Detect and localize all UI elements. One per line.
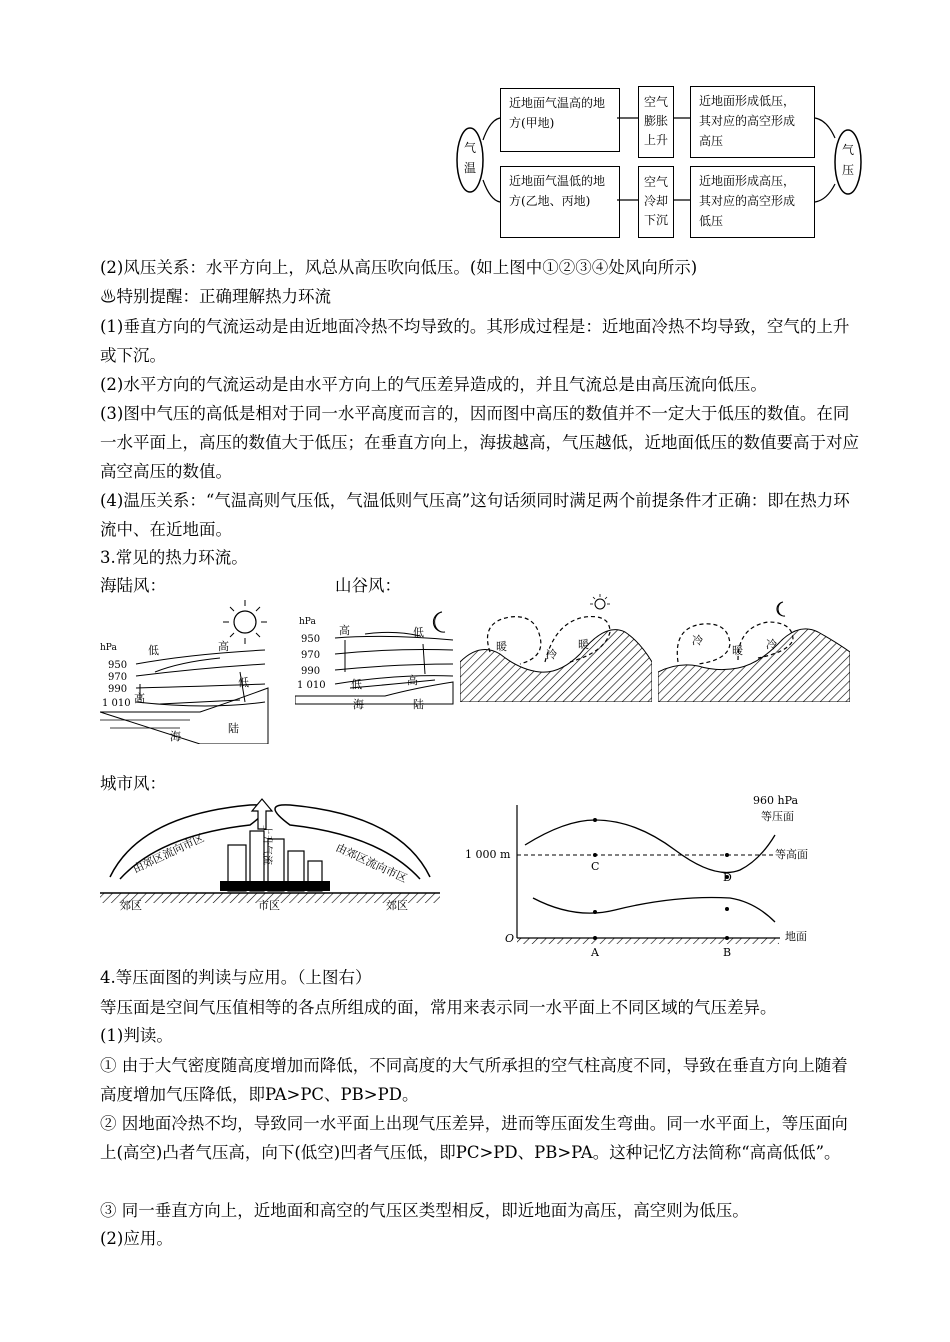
land-tick-950: 950 <box>301 634 321 645</box>
sea-tick-970: 970 <box>108 672 128 683</box>
paragraph-reminder-title: ♨特别提醒：正确理解热力环流 <box>100 287 331 306</box>
land-di-bottom: 低 <box>351 678 362 691</box>
sea-tick-990: 990 <box>108 684 128 695</box>
land-land-label: 陆 <box>413 698 424 711</box>
valley-breeze-night-figure <box>658 592 850 702</box>
paragraph-horizontal-flow: (2)水平方向的气流运动是由水平方向上的气压差异造成的，并且气流总是由高压流向低压。 <box>100 375 767 394</box>
flow-left-oval-text: 气温 <box>464 141 477 175</box>
isobar-1000m-label: 1 000 m <box>465 848 511 861</box>
city-rise-label: 上升气流 <box>261 825 272 865</box>
paragraph-judge-2: ② 因地面冷热不均，导致同一水平面上出现气压差异，进而等压面发生弯曲。同一水平面上，等压面向上(高空)凸者气压高，向下(低空)凹者气压低，即PC>PD、PB>PA。这种记忆方法简称“高高低低”。 <box>100 1114 848 1162</box>
paragraph-pressure-values: (3)图中气压的高低是相对于同一水平高度而言的，因而图中高压的数值并不一定大于低压的数值。在同一水平面上，高压的数值大于低压；在垂直方向上，海拔越高，气压越低，近地面低压的数值要高于对应高空高压的数值。 <box>100 404 859 481</box>
isobar-surface-label: 等压面 <box>761 810 794 823</box>
city-right-flow: 由郊区流向市区 <box>333 840 410 886</box>
isobar-level-label: 等高面 <box>775 848 808 861</box>
paragraph-isobar-definition: 等压面是空间气压值相等的各点所组成的面，常用来表示同一水平面上不同区域的气压差异。 <box>100 998 777 1017</box>
flow-bot-box2: 空气冷却下沉 <box>638 166 674 238</box>
flow-right-oval-text: 气压 <box>842 143 855 177</box>
valley-day-warm-left: 暖 <box>496 640 507 653</box>
isobar-point-b: B <box>723 946 732 959</box>
label-valley-breeze: 山谷风： <box>335 576 401 595</box>
flow-top-box3: 近地面形成低压，其对应的高空形成高压 <box>690 86 815 158</box>
land-sea-label: 海 <box>353 698 364 711</box>
sea-sea-label: 海 <box>170 730 181 743</box>
land-hpa-label: hPa <box>299 617 316 627</box>
valley-day-cold: 冷 <box>546 648 557 661</box>
isobar-origin: O <box>505 932 515 945</box>
valley-night-cold-left: 冷 <box>692 634 703 647</box>
flow-bot-box3: 近地面形成高压，其对应的高空形成低压 <box>690 166 815 238</box>
paragraph-application-title: (2)应用。 <box>100 1229 173 1248</box>
isobar-figure <box>465 790 845 965</box>
paragraph-wind-pressure: (2)风压关系：水平方向上，风总从高压吹向低压。(如上图中①②③④处风向所示) <box>100 258 698 277</box>
city-suburb-left: 郊区 <box>120 899 142 912</box>
city-suburb-right: 郊区 <box>386 899 408 912</box>
isobar-point-d: D <box>723 871 732 884</box>
sea-gao-bottom: 高 <box>134 692 145 705</box>
sea-breeze-day-figure <box>100 592 270 744</box>
paragraph-judge-3: ③ 同一垂直方向上，近地面和高空的气压区类型相反，即近地面为高压，高空则为低压。 <box>100 1201 749 1220</box>
land-tick-990: 990 <box>301 666 321 677</box>
paragraph-temp-pressure: (4)温压关系：“气温高则气压低，气温低则气压高”这句话须同时满足两个前提条件才正确：即在热力环流中、在近地面。 <box>100 491 850 539</box>
section-common-circulation: 3.常见的热力环流。 <box>100 548 248 567</box>
sea-di-top: 低 <box>148 644 159 657</box>
valley-night-warm: 暖 <box>732 644 743 657</box>
isobar-point-c: C <box>591 860 600 873</box>
sea-tick-950: 950 <box>108 660 128 671</box>
sea-tick-1010: 1 010 <box>102 698 131 709</box>
land-tick-1010: 1 010 <box>297 680 326 691</box>
valley-night-cold-right: 冷 <box>766 638 777 651</box>
paragraph-judge-title: (1)判读。 <box>100 1026 173 1045</box>
land-tick-970: 970 <box>301 650 321 661</box>
flow-bot-box1: 近地面气温低的地方(乙地、丙地) <box>500 166 620 238</box>
sea-di-bottom: 低 <box>238 676 249 689</box>
land-di-top: 低 <box>413 626 424 639</box>
land-breeze-night-figure <box>295 592 455 744</box>
city-urban: 市区 <box>258 899 280 912</box>
label-city-breeze: 城市风： <box>100 774 166 793</box>
isobar-ground-label: 地面 <box>785 930 807 943</box>
isobar-960-label: 960 hPa <box>753 794 799 807</box>
city-breeze-figure <box>100 795 440 915</box>
paragraph-judge-1: ① 由于大气密度随高度增加而降低，不同高度的大气所承担的空气柱高度不同，导致在垂直方向上随着高度增加气压降低，即PA>PC、PB>PD。 <box>100 1056 848 1104</box>
paragraph-vertical-flow: (1)垂直方向的气流运动是由近地面冷热不均导致的。其形成过程是：近地面冷热不均导致，空气的上升或下沉。 <box>100 317 850 365</box>
sea-gao-top: 高 <box>218 640 229 653</box>
land-gao-top: 高 <box>339 624 350 637</box>
valley-breeze-day-figure <box>460 592 652 702</box>
sea-hpa-label: hPa <box>100 643 117 653</box>
section-isobar-reading: 4.等压面图的判读与应用。（上图右） <box>100 968 372 987</box>
city-left-flow: 由郊区流向市区 <box>130 831 207 876</box>
valley-day-warm-right: 暖 <box>578 638 589 651</box>
land-gao-bottom: 高 <box>407 674 418 687</box>
flow-top-box2: 空气膨胀上升 <box>638 86 674 158</box>
isobar-point-a: A <box>591 946 599 959</box>
sea-land-label: 陆 <box>228 722 239 735</box>
label-sea-land-breeze: 海陆风： <box>100 576 166 595</box>
flow-top-box1: 近地面气温高的地方(甲地) <box>500 88 620 152</box>
